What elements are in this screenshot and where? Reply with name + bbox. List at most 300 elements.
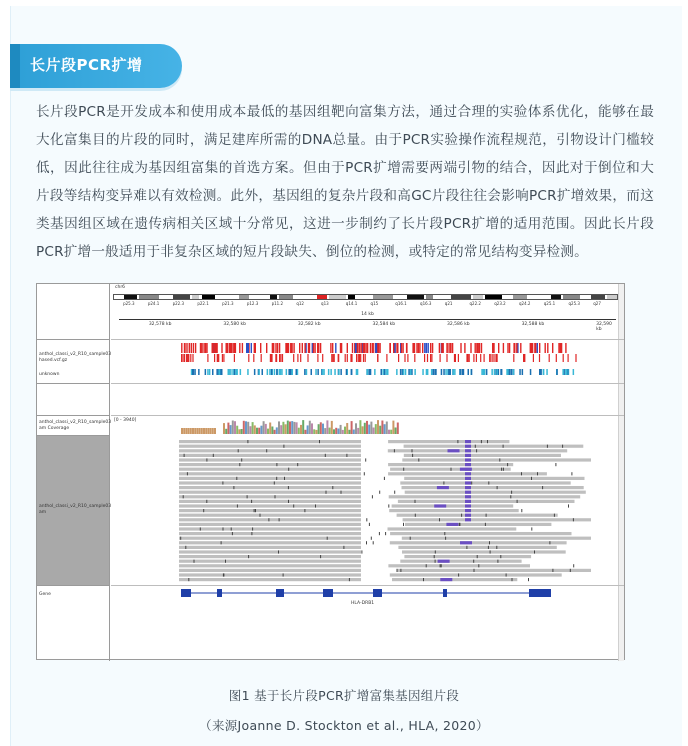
insertion-mark [438,560,450,563]
variant-mark [430,343,431,353]
insertion-mark [465,518,471,521]
ruler-tick-label: 32,580 kb [223,322,246,327]
variant-mark [407,354,408,362]
variant-mark [377,354,378,362]
variant-mark [261,354,262,362]
coverage-bar [388,430,390,434]
variant-mark [352,343,353,353]
variant-mark [524,354,525,362]
unknown-mark [484,369,486,375]
variant-mark [424,343,425,353]
variant-mark [479,343,480,353]
variant-mark [558,343,559,353]
variant-mark [308,343,309,353]
variant-mark [365,343,366,353]
mismatch-mark [254,509,255,512]
header-scrollbar[interactable] [618,284,624,339]
vcf-track-label: anthol_classi_v2_R10_sample03 hased.vcf.gz [39,352,112,363]
variant-mark [213,343,214,353]
mismatch-mark [531,527,532,530]
mismatch-mark [562,445,563,448]
mismatch-mark [283,573,284,576]
mismatch-mark [388,504,389,507]
mismatch-mark [206,500,207,503]
read [388,564,530,567]
variant-mark [516,343,517,353]
coverage-bar [199,428,201,434]
variant-mark [317,354,318,362]
mismatch-mark [554,514,555,517]
coverage-bar [340,425,342,434]
ideogram-band [279,295,293,299]
variant-mark [242,343,243,353]
unknown-mark [247,369,249,375]
coverage-bar [214,428,216,434]
band-label: q16.1 [395,301,407,306]
variant-mark [498,343,499,353]
unknown-mark [267,369,269,375]
coverage-bar [337,429,339,435]
read [390,532,571,535]
mismatch-mark [327,537,328,540]
read [390,468,511,471]
unknown-mark [192,369,194,375]
coverage-bar [342,430,344,434]
alignment-track-label: anthol_classi_v2_R10_sample03 am [39,504,112,515]
mismatch-mark [251,532,252,535]
mismatch-mark [512,578,513,581]
read [388,449,567,452]
insertion-mark [465,514,471,517]
variant-mark [454,354,455,362]
variant-mark [223,354,224,362]
unknown-mark [441,369,443,375]
mismatch-mark [444,532,445,535]
coverage-bar [269,423,271,435]
unknown-mark [408,369,410,375]
variant-mark [233,343,234,353]
mismatch-mark [266,449,267,452]
read [179,509,361,512]
mismatch-mark [373,541,374,544]
read [179,514,361,517]
coverage-bar [315,430,317,434]
mismatch-mark [500,555,501,558]
band-label: p11.2 [271,301,284,306]
mismatch-mark [573,564,574,567]
coverage-bar [238,429,240,434]
variant-mark [460,343,461,353]
ideogram-band [317,295,328,299]
gene-name: HLA-DRB1 [351,601,375,606]
ideogram-band [173,295,190,299]
insertion-mark [465,509,471,512]
gene-exon [276,589,284,597]
variant-mark [513,354,514,362]
variant-mark [338,354,339,362]
variant-mark [416,343,417,353]
ideogram-band [451,295,471,299]
coverage-bar [392,421,394,434]
variant-mark [272,343,273,353]
mismatch-mark [445,537,446,540]
mismatch-mark [379,491,380,494]
mismatch-mark [239,463,240,466]
coverage-bar [359,420,361,434]
coverage-bar [285,424,287,434]
gene-label-panel [37,586,110,661]
mismatch-mark [571,472,572,475]
coverage-bar [355,423,357,434]
coverage-bar [267,429,269,434]
variant-mark [358,354,359,362]
unknown-mark [323,369,325,375]
variant-mark [229,343,230,353]
unknown-mark [286,369,288,375]
unknown-mark [443,369,445,375]
spacer-left [37,384,110,416]
coverage-bar [307,425,309,434]
variant-mark [513,343,514,353]
mismatch-mark [499,458,500,461]
ideogram-band [192,295,200,299]
mismatch-mark [440,564,441,567]
mismatch-mark [434,555,435,558]
unknown-mark [328,369,330,375]
mismatch-mark [435,550,436,553]
read [179,449,361,452]
band-label: p12.3 [246,301,259,306]
insertion-mark [460,541,472,544]
coverage-bar [207,428,209,434]
band-label: p22.1 [197,301,209,306]
unknown-mark [462,369,464,375]
gene-exon [323,589,333,597]
variant-mark [307,354,308,362]
variant-mark [293,354,294,362]
mismatch-mark [443,481,444,484]
variant-mark [360,354,361,362]
variant-mark [473,354,474,362]
read [404,477,584,480]
ideogram-band [513,295,527,299]
variant-mark [251,343,252,353]
coverage-bar [236,426,238,434]
coverage-bar [280,425,282,434]
coverage-bar [395,428,397,435]
variant-mark [312,343,313,353]
variant-mark [279,343,280,353]
variant-mark [430,354,431,362]
variant-mark [497,354,498,362]
ideogram-band [357,295,371,299]
unknown-mark [292,369,294,375]
read [179,541,361,544]
unknown-mark [556,369,558,375]
coverage-bar [276,427,278,434]
gene-exon [529,589,551,597]
unknown-mark [369,369,371,375]
unknown-mark [317,369,319,375]
variant-mark [273,343,274,353]
ideogram-band [161,295,172,299]
unknown-mark [403,369,405,375]
unknown-mark [522,369,524,375]
variant-mark [347,343,348,353]
variant-mark [203,343,204,353]
coverage-bar [357,428,359,434]
mismatch-mark [487,440,488,443]
header-left-panel [37,284,110,340]
mismatch-mark [283,445,284,448]
mismatch-mark [276,463,277,466]
unknown-mark [296,369,298,375]
mismatch-mark [349,578,350,581]
gene-scrollbar[interactable] [618,586,624,661]
mismatch-mark [441,564,442,567]
mismatch-mark [570,569,571,572]
variant-mark [480,354,481,362]
read [398,546,556,549]
variant-mark [419,343,420,353]
coverage-bar [351,421,353,434]
read [179,546,361,549]
mismatch-mark [315,504,316,507]
mismatch-mark [379,532,380,535]
mismatch-mark [187,472,188,475]
read [179,537,361,540]
unknown-mark [387,369,389,375]
read [179,477,361,480]
mismatch-mark [366,518,367,521]
unknown-mark [509,369,511,375]
insertion-mark [465,440,471,443]
variant-mark [277,343,278,353]
unknown-mark [573,369,575,375]
mismatch-mark [346,454,347,457]
band-label: q22.2 [469,301,481,306]
unknown-mark [506,369,508,375]
variant-mark [253,354,254,362]
unknown-mark [219,369,221,375]
variant-mark [280,354,281,362]
variant-mark [398,354,399,362]
variant-mark [322,354,323,362]
coverage-bar [258,428,260,434]
variant-mark [379,343,380,353]
coverage-bar [346,423,348,434]
variant-mark [231,343,232,353]
gene-exon [443,589,447,597]
read [179,578,361,581]
variant-mark [334,354,335,362]
band-label: p21.3 [222,301,234,306]
coverage-bar [384,424,386,434]
coverage-bar [329,428,331,434]
coverage-bar [302,420,304,434]
coverage-bar [390,430,392,434]
variant-mark [365,354,366,362]
coverage-bar [368,425,370,434]
read [390,573,562,576]
coverage-bar [324,428,326,434]
unknown-mark [262,369,264,375]
mismatch-mark [517,500,518,503]
unknown-mark [346,369,348,375]
unknown-mark [322,369,324,375]
coverage-bar [232,421,234,435]
spacer-scrollbar[interactable] [618,384,624,415]
variant-mark [357,343,358,353]
mismatch-mark [274,481,275,484]
unknown-mark [209,369,211,375]
mismatch-mark [247,440,248,443]
read [179,569,361,572]
variant-mark [493,354,494,362]
variant-mark [297,354,298,362]
band-label: q24.2 [519,301,531,306]
variant-mark [216,343,217,353]
variant-mark [575,354,576,362]
vcf-track-label-panel [37,340,110,384]
read [403,518,591,521]
body-paragraph: 长片段PCR是开发成本和使用成本最低的基因组靶向富集方法，通过合理的实验体系优化，能够在最大化富集目的片段的同时，满足建库所需的DNA总量。由于PCR实验操作流程规范，引物设计门槛较低，因此往往成为基因组富集的首选方案。但由于PCR扩增需要两端引物的结合，因此对于倒位和大片段等结构变异难以有效检测。此外，基因组的复杂片段和高GC片段往往会影响PCR扩增效果，而这类基因组区域在遗传病相关区域十分常见，这进一步制约了长片段PCR扩增的适用范围。因此长片段PCR扩增一般适用于非复杂区域的短片段缺失、倒位的检测，或特定的常见结构变异检测。 [36,104,654,260]
coverage-bar [364,423,366,434]
alignment-scrollbar[interactable] [618,416,624,585]
unknown-mark [280,369,282,375]
mismatch-mark [457,440,458,443]
gene-exon [181,589,191,597]
coverage-bar [348,430,350,434]
mismatch-mark [503,468,504,471]
coverage-bar [333,429,335,434]
coverage-bar [287,421,289,434]
mismatch-mark [568,504,569,507]
variant-mark [446,354,447,362]
mismatch-mark [461,514,462,517]
locus-header [111,284,624,340]
unknown-mark [274,369,276,375]
mismatch-mark [361,550,362,553]
mismatch-mark [372,495,373,498]
unknown-mark [330,369,332,375]
coverage-range: [0 - 3940] [114,418,137,423]
unknown-mark [311,369,313,375]
variant-mark [192,354,193,362]
unknown-mark [205,369,207,375]
variant-mark [314,343,315,353]
variant-mark [330,343,331,353]
coverage-bar [293,422,295,434]
variant-mark [239,343,240,353]
unknown-mark [385,369,387,375]
variant-mark [359,343,360,353]
band-label: q23.2 [494,301,506,306]
variant-mark [432,343,433,353]
variant-mark [333,354,334,362]
mismatch-mark [297,463,298,466]
read [404,454,561,457]
variant-scrollbar[interactable] [618,340,624,383]
coverage-bar [353,430,355,435]
read [389,509,519,512]
coverage-bar [205,428,207,434]
mismatch-mark [439,518,440,521]
ideogram-band [551,295,562,299]
insertion-mark [465,486,471,489]
variant-mark [287,343,288,353]
variant-mark [375,343,376,353]
variant-mark [332,343,333,353]
band-label: p25.3 [123,301,135,306]
variant-mark [464,343,465,353]
read [179,495,361,498]
variant-mark [300,354,301,362]
coverage-bar [313,429,315,434]
mismatch-mark [251,500,252,503]
unknown-mark [240,369,242,375]
variant-mark [190,354,191,362]
mismatch-mark [225,560,226,563]
mismatch-mark [474,569,475,572]
coverage-bar [265,424,267,434]
read [179,491,361,494]
variant-mark [507,343,508,353]
variant-mark [441,343,442,353]
band-label: q21 [444,301,453,306]
variant-mark [363,343,364,353]
ruler-tick-label: 32,590 kb [596,322,612,332]
mismatch-mark [304,509,305,512]
coverage-bar [362,426,364,434]
mismatch-mark [528,578,529,581]
variant-mark [450,343,451,353]
gene-track-svg [111,586,624,626]
ruler-tick-label: 32,582 kb [297,322,321,327]
variant-mark [367,343,368,353]
variant-mark [207,354,208,362]
coverage-bar [309,421,311,434]
mismatch-mark [320,555,321,558]
coverage-bar [181,428,183,434]
unknown-mark [422,369,424,375]
coverage-bar [188,428,190,434]
coverage-bar [304,430,306,434]
mismatch-mark [275,495,276,498]
variant-mark [335,343,336,353]
variant-mark [291,343,292,353]
mismatch-mark [426,564,427,567]
mismatch-mark [200,527,201,530]
mismatch-mark [400,569,401,572]
variant-mark [568,354,569,362]
variant-mark [489,354,490,362]
band-label: q25.1 [543,301,556,306]
coverage-bar [344,427,346,434]
mismatch-mark [476,449,477,452]
ideogram-band [591,295,605,299]
mismatch-mark [326,491,327,494]
ruler-tick-label: 32,578 kb [148,322,172,327]
variant-mark [424,354,425,362]
band-label: q16.3 [420,301,432,306]
mismatch-mark [488,546,489,549]
read [405,491,586,494]
variant-mark [520,343,521,353]
variant-mark [439,343,440,353]
ideogram-band [202,295,216,299]
variant-mark [537,343,538,353]
